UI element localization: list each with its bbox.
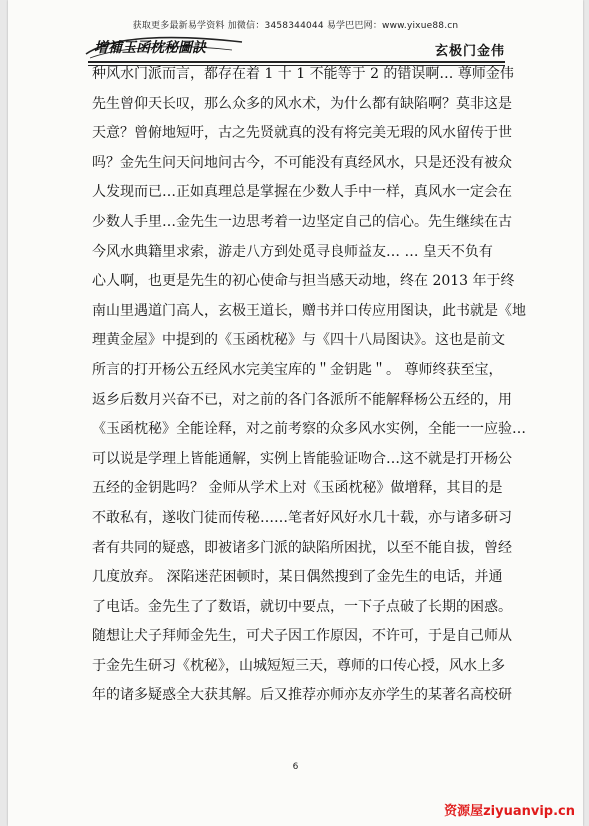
text-line: 五经的金钥匙吗？ 金师从学术上对《玉函枕秘》做增释，其目的是 bbox=[92, 480, 503, 497]
text-line: 年的诸多疑惑全大获其解。后又推荐亦师亦友亦学生的某著名高校研 bbox=[92, 687, 512, 704]
text-line: 先生曾仰天长叹，那么众多的风水术，为什么都有缺陷啊？莫非这是 bbox=[92, 95, 512, 112]
author-name: 玄极门金伟 bbox=[434, 44, 505, 59]
top-promo-note: 获取更多最新易学资料 加微信：3458344044 易学巴巴网：www.yixue88.cn bbox=[132, 21, 459, 31]
logo-text: 增補玉函枕秘圖訣 bbox=[94, 40, 206, 56]
text-line: 吗？金先生问天问地问古今，不可能没有真经风水，只是还没有被众 bbox=[92, 154, 512, 171]
text-line: 于金先生研习《枕秘》，山城短短三天，尊师的口传心授，风水上多 bbox=[92, 657, 505, 674]
page-number: 6 bbox=[292, 762, 299, 772]
text-line: 随想让犬子拜师金先生，可犬子因工作原因，不许可，于是自己师从 bbox=[92, 628, 512, 645]
text-line: 南山里遇道门高人，玄极王道长，赠书并口传应用图诀，此书就是《地 bbox=[92, 302, 526, 319]
text-line: 几度放弃。 深陷迷茫困顿时，某日偶然搜到了金先生的电话，并通 bbox=[92, 569, 503, 586]
document-page bbox=[8, 0, 583, 826]
text-line: 返乡后数月兴奋不已，对之前的各门各派所不能解释杨公五经的，用 bbox=[92, 391, 512, 408]
text-line: 所言的打开杨公五经风水完美宝库的＂金钥匙＂。 尊师终获至宝， bbox=[92, 361, 503, 378]
body-text bbox=[92, 60, 526, 711]
text-line: 天意？曾俯地短吁，古之先贤就真的没有将完美无瑕的风水留传于世 bbox=[92, 125, 512, 142]
text-line: 心人啊，也更是先生的初心使命与担当感天动地，终在 2013 年于终 bbox=[92, 273, 515, 290]
text-line: 少数人手里…金先生一边思考着一边坚定自己的信心。先生继续在古 bbox=[92, 213, 512, 230]
text-line: 种风水门派而言，都存在着 1 十 1 不能等于 2 的错误啊… 尊师金伟 bbox=[92, 66, 514, 82]
text-line: 人发现而已…正如真理总是掌握在少数人手中一样，真风水一定会在 bbox=[92, 184, 512, 201]
text-line: 不敢私有，遂收门徒而传秘……笔者好风好水几十载，亦与诸多研习 bbox=[92, 509, 512, 526]
watermark-text: 资源屋ziyuanvip.cn bbox=[444, 804, 575, 819]
text-line: 可以说是学理上皆能通解，实例上皆能验证吻合…这不就是打开杨公 bbox=[92, 450, 512, 467]
text-line: 理黄金屋》中提到的《玉函枕秘》与《四十八局图诀》。这也是前文 bbox=[92, 332, 505, 349]
text-line: 《玉函枕秘》全能诠释，对之前考察的众多风水实例，全能一一应验… bbox=[92, 421, 526, 438]
text-line: 者有共同的疑惑，即被诸多门派的缺陷所困扰，以至不能自拔，曾经 bbox=[92, 539, 512, 556]
text-line: 今风水典籍里求索，游走八方到处觅寻良师益友… … 皇天不负有 bbox=[92, 243, 493, 260]
text-line: 了电话。金先生了了数语，就切中要点，一下子点破了长期的困惑。 bbox=[92, 598, 512, 615]
book-logo bbox=[88, 36, 248, 60]
